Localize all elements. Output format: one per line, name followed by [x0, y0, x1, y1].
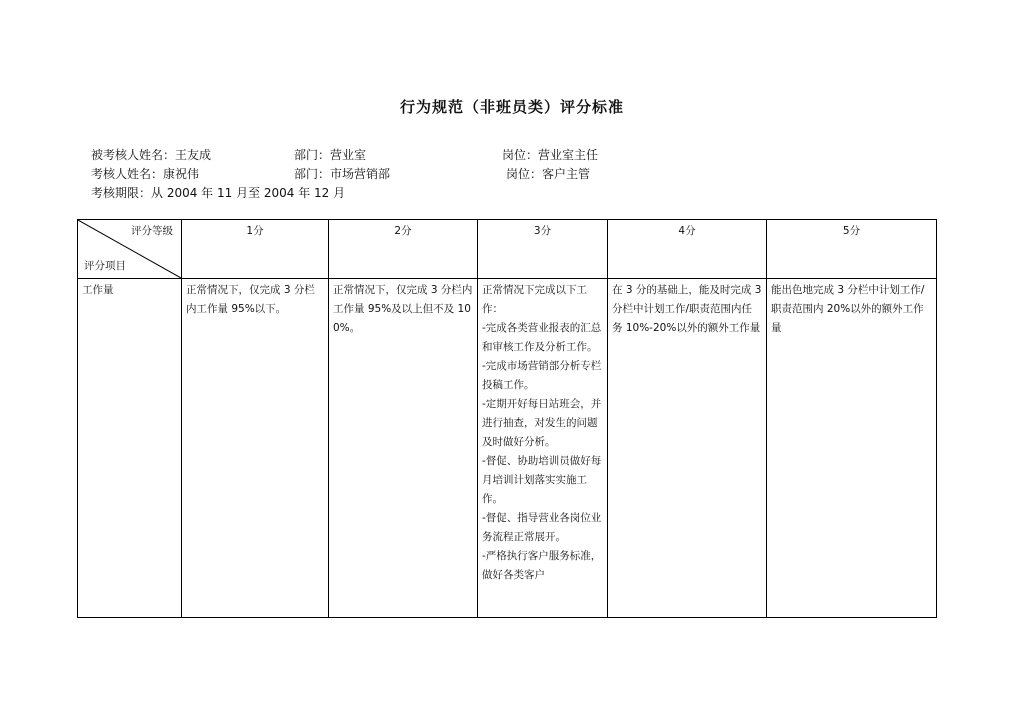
item-cell: 工作量 [78, 279, 182, 618]
examiner-name: 考核人姓名：康祝伟 [91, 167, 200, 181]
criteria-cell-1: 正常情况下，仅完成 3 分栏内工作量 95%以下。 [182, 279, 329, 618]
criteria-cell-3 [478, 279, 608, 618]
grade-header-3: 3分 [478, 220, 608, 279]
corner-label-grade: 评分等级 [131, 225, 173, 237]
criteria-3-line: -定期开好每日站班会，并进行抽查，对发生的问题及时做好分析。 [482, 398, 602, 448]
corner-label-item: 评分项目 [84, 260, 126, 272]
examiner-post: 岗位：客户主管 [506, 167, 591, 181]
assessment-period: 考核期限：从 2004 年 11 月至 2004 年 12 月 [91, 186, 346, 200]
grade-header-2: 2分 [329, 220, 478, 279]
examinee-name: 被考核人姓名：王友成 [91, 148, 212, 162]
grade-header-4: 4分 [608, 220, 767, 279]
criteria-3-line: -督促、协助培训员做好每月培训计划落实实施工作。 [482, 455, 602, 505]
criteria-3-line: 正常情况下完成以下工作： [482, 284, 587, 315]
table-row [78, 279, 937, 618]
examinee-dept: 部门：营业室 [294, 148, 367, 162]
grade-header-1: 1分 [182, 220, 329, 279]
criteria-cell-5: 能出色地完成 3 分栏中计划工作/职责范围内 20%以外的额外工作量 [767, 279, 937, 618]
page-title: 行为规范（非班员类）评分标准 [399, 98, 624, 116]
criteria-3-line: -完成各类营业报表的汇总和审核工作及分析工作。 [482, 322, 602, 353]
scoring-table [77, 219, 937, 618]
criteria-cell-2: 正常情况下，仅完成 3 分栏内工作量 95%及以上但不及 100%。 [329, 279, 478, 618]
grade-header-5: 5分 [767, 220, 937, 279]
criteria-cell-4: 在 3 分的基础上，能及时完成 3 分栏中计划工作/职责范围内任务 10%-20%以外的额外工作量 [608, 279, 767, 618]
examiner-dept: 部门：市场营销部 [294, 167, 391, 181]
criteria-3-line: -完成市场营销部分析专栏投稿工作。 [482, 360, 602, 391]
criteria-3-line: -督促、指导营业各岗位业务流程正常展开。 [482, 512, 602, 543]
criteria-3-line: -严格执行客户服务标准，做好各类客户 [482, 550, 602, 581]
table-header-row [78, 220, 937, 279]
corner-cell [78, 220, 182, 279]
examinee-post: 岗位：营业室主任 [502, 148, 599, 162]
